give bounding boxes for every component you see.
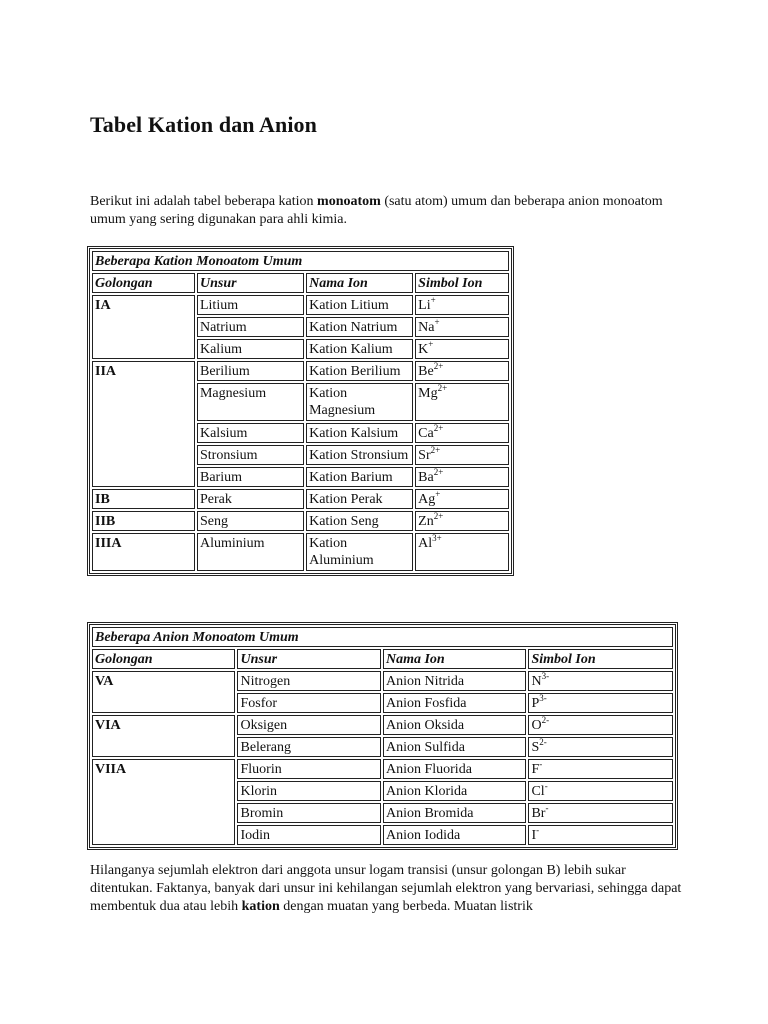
- element-cell: Klorin: [237, 781, 380, 801]
- ion-charge: +: [428, 339, 434, 349]
- intro-text-2: (satu atom) umum dan beberapa anion monoatom umum yang sering digunakan para ahli kimia.: [90, 194, 663, 227]
- group-cell: IA: [92, 295, 195, 359]
- element-cell: Fosfor: [237, 693, 380, 713]
- ion-symbol-cell: [415, 339, 509, 359]
- ion-name-cell: Kation Barium: [306, 467, 413, 487]
- ion-name-cell: Kation Stronsium: [306, 445, 413, 465]
- ion-symbol: Cl: [531, 784, 545, 799]
- ion-symbol: Ag: [418, 492, 436, 507]
- ion-symbol: Br: [531, 806, 546, 821]
- table-row: [92, 533, 509, 571]
- ion-symbol-cell: [528, 781, 673, 801]
- intro-text-1: Berikut ini adalah tabel beberapa kation: [90, 194, 318, 209]
- ion-symbol: Be: [418, 364, 434, 379]
- element-cell: Stronsium: [197, 445, 304, 465]
- ion-name-cell: Anion Iodida: [383, 825, 526, 845]
- element-cell: Berilium: [197, 361, 304, 381]
- element-cell: Aluminium: [197, 533, 304, 571]
- intro-bold-term: monoatom: [317, 194, 381, 209]
- element-cell: Oksigen: [237, 715, 380, 735]
- table-row: [92, 759, 673, 779]
- header-golongan: Golongan: [92, 273, 195, 293]
- element-cell: Natrium: [197, 317, 304, 337]
- ion-symbol: O: [531, 718, 542, 733]
- ion-name-cell: Kation Aluminium: [306, 533, 413, 571]
- ion-symbol: Mg: [418, 386, 438, 401]
- ion-symbol-cell: [415, 295, 509, 315]
- element-cell: Nitrogen: [237, 671, 380, 691]
- ion-charge: -: [539, 759, 543, 769]
- anion-table: [87, 622, 678, 850]
- element-cell: Barium: [197, 467, 304, 487]
- ion-charge: 3-: [541, 671, 550, 681]
- ion-symbol-cell: [415, 533, 509, 571]
- cation-table: [87, 246, 514, 576]
- ion-charge: 2+: [433, 467, 444, 477]
- ion-symbol-cell: [415, 489, 509, 509]
- ion-name-cell: Kation Natrium: [306, 317, 413, 337]
- ion-charge: 2+: [430, 445, 441, 455]
- ion-charge: 2+: [433, 361, 444, 371]
- ion-charge: 2+: [433, 511, 444, 521]
- ion-symbol-cell: [415, 511, 509, 531]
- group-cell: IIIA: [92, 533, 195, 571]
- header-unsur: Unsur: [197, 273, 304, 293]
- ion-symbol-cell: [528, 671, 673, 691]
- ion-name-cell: Kation Kalium: [306, 339, 413, 359]
- ion-charge: +: [430, 295, 436, 305]
- ion-symbol-cell: [415, 445, 509, 465]
- ion-symbol-cell: [528, 825, 673, 845]
- element-cell: Iodin: [237, 825, 380, 845]
- element-cell: Kalsium: [197, 423, 304, 443]
- group-cell: VIA: [92, 715, 235, 757]
- element-cell: Kalium: [197, 339, 304, 359]
- element-cell: Belerang: [237, 737, 380, 757]
- ion-symbol: P: [531, 696, 540, 711]
- ion-symbol: F: [531, 762, 540, 777]
- header-simbol-ion: Simbol Ion: [415, 273, 509, 293]
- ion-charge: +: [434, 317, 440, 327]
- ion-charge: -: [536, 825, 540, 835]
- ion-name-cell: Anion Fluorida: [383, 759, 526, 779]
- group-cell: VIIA: [92, 759, 235, 845]
- page-title: Tabel Kation dan Anion: [90, 112, 317, 137]
- ion-name-cell: Anion Fosfida: [383, 693, 526, 713]
- ion-symbol: I: [531, 828, 537, 843]
- ion-charge: 3+: [432, 533, 442, 543]
- ion-symbol-cell: [528, 693, 673, 713]
- ion-symbol: Zn: [418, 514, 434, 529]
- outro-bold-term: kation: [241, 899, 280, 914]
- table-row: [92, 511, 509, 531]
- element-cell: Seng: [197, 511, 304, 531]
- ion-symbol-cell: [528, 715, 673, 735]
- ion-symbol-cell: [415, 423, 509, 443]
- ion-symbol: K: [418, 342, 429, 357]
- ion-symbol: Li: [418, 298, 431, 313]
- ion-charge: +: [435, 489, 441, 499]
- element-cell: Litium: [197, 295, 304, 315]
- element-cell: Fluorin: [237, 759, 380, 779]
- outro-text-2: dengan muatan yang berbeda. Muatan listrik: [279, 899, 533, 914]
- header-simbol-ion: Simbol Ion: [528, 649, 673, 669]
- ion-symbol: S: [531, 740, 540, 755]
- table-header-row: [92, 649, 673, 669]
- ion-symbol: Ca: [418, 426, 434, 441]
- ion-symbol-cell: [528, 737, 673, 757]
- group-cell: IIB: [92, 511, 195, 531]
- table-caption: Beberapa Kation Monoatom Umum: [92, 251, 509, 271]
- table-row: [92, 715, 673, 735]
- intro-paragraph: [90, 193, 690, 229]
- header-golongan: Golongan: [92, 649, 235, 669]
- ion-name-cell: Anion Bromida: [383, 803, 526, 823]
- element-cell: Perak: [197, 489, 304, 509]
- ion-name-cell: Anion Sulfida: [383, 737, 526, 757]
- ion-name-cell: Kation Perak: [306, 489, 413, 509]
- table-header-row: [92, 273, 509, 293]
- table-row: [92, 671, 673, 691]
- group-cell: IIA: [92, 361, 195, 487]
- ion-symbol-cell: [415, 467, 509, 487]
- outro-text-1: Hilanganya sejumlah elektron dari anggota unsur logam transisi (unsur golongan B) lebih sukar ditentukan. Faktanya, banyak dari unsur ini kehilangan sejumlah elektron yang bervariasi, sehingga dapat membentuk dua atau lebih: [90, 863, 682, 914]
- ion-symbol: N: [531, 674, 542, 689]
- ion-name-cell: Anion Nitrida: [383, 671, 526, 691]
- ion-symbol: Sr: [418, 448, 431, 463]
- header-nama-ion: Nama Ion: [383, 649, 526, 669]
- ion-name-cell: Kation Kalsium: [306, 423, 413, 443]
- ion-charge: 2-: [541, 715, 550, 725]
- ion-charge: -: [544, 781, 548, 791]
- ion-symbol-cell: [528, 803, 673, 823]
- table-caption: Beberapa Anion Monoatom Umum: [92, 627, 673, 647]
- ion-charge: 2+: [433, 423, 444, 433]
- ion-symbol: Al: [418, 536, 433, 551]
- ion-charge: -: [545, 803, 549, 813]
- header-unsur: Unsur: [237, 649, 380, 669]
- ion-charge: 2+: [437, 383, 448, 393]
- ion-charge: 2-: [539, 737, 547, 747]
- group-cell: VA: [92, 671, 235, 713]
- ion-name-cell: Kation Seng: [306, 511, 413, 531]
- ion-symbol-cell: [415, 383, 509, 421]
- ion-name-cell: Kation Magnesium: [306, 383, 413, 421]
- ion-symbol-cell: [528, 759, 673, 779]
- outro-paragraph: [90, 862, 690, 916]
- ion-charge: 3-: [539, 693, 547, 703]
- ion-name-cell: Kation Litium: [306, 295, 413, 315]
- group-cell: IB: [92, 489, 195, 509]
- table-row: [92, 489, 509, 509]
- ion-symbol-cell: [415, 361, 509, 381]
- ion-name-cell: Anion Klorida: [383, 781, 526, 801]
- ion-symbol-cell: [415, 317, 509, 337]
- ion-name-cell: Kation Berilium: [306, 361, 413, 381]
- ion-name-cell: Anion Oksida: [383, 715, 526, 735]
- table-row: [92, 295, 509, 315]
- table-row: [92, 361, 509, 381]
- element-cell: Magnesium: [197, 383, 304, 421]
- header-nama-ion: Nama Ion: [306, 273, 413, 293]
- element-cell: Bromin: [237, 803, 380, 823]
- ion-symbol: Ba: [418, 470, 434, 485]
- ion-symbol: Na: [418, 320, 435, 335]
